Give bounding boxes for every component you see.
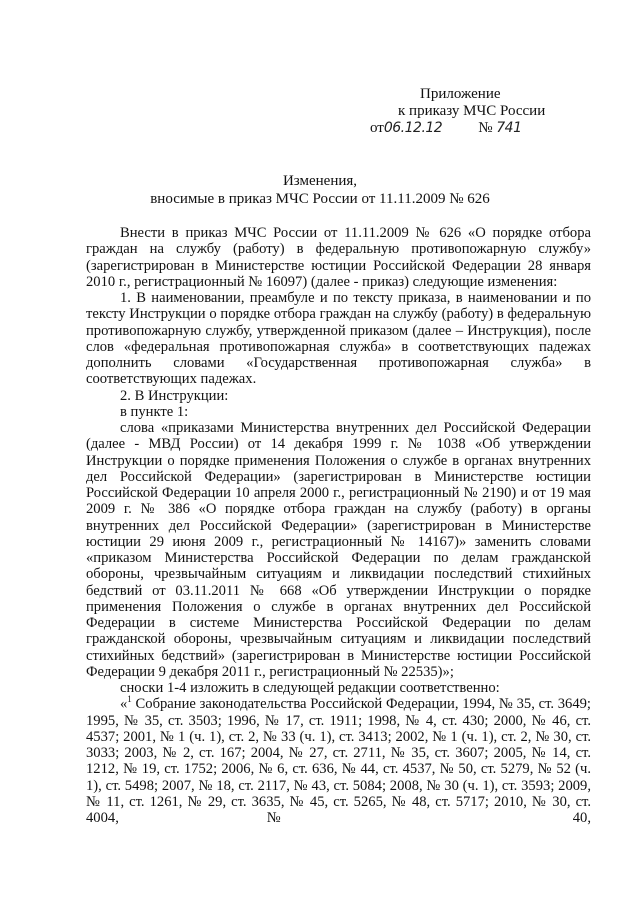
footnote-1-paragraph <box>86 696 591 826</box>
handwritten-number: 741 <box>496 120 522 136</box>
footnote-open-quote: « <box>120 696 128 713</box>
appendix-label: Приложение <box>420 86 501 102</box>
handwritten-date: 06.12.12 <box>383 120 443 136</box>
title-line-2: вносимые в приказ МЧС России от 11.11.2009 № 626 <box>150 191 490 207</box>
point-1-heading: в пункте 1: <box>120 403 189 420</box>
footnote-1-text: Собрание законодательства Российской Федерации, 1994, № 35, ст. 3649; 1995, № 35, ст. 3503; 1996, № 17, ст. 1911; 1998, № 4, ст. 430; 2000, № 46, ст. 4537; 2001, № 1 (ч. 1), ст. 2, № 33 (ч. 1), ст. 3413; 2002, № 1 (ч. 1), ст. 2, № 30, ст. 3033; 2003, № 2, ст. 167; 2004, № 27, ст. 2711, № 35, ст. 3607; 2005, № 14, ст. 1212, № 19, ст. 1752; 2006, № 6, ст. 636, № 44, ст. 4537, № 50, ст. 5279, № 52 (ч. 1), ст. 5498; 2007, № 18, ст. 2117, № 43, ст. 5084; 2008, № 30 (ч. 1), ст. 3593; 2009, № 11, ст. 1261, № 29, ст. 3635, № 45, ст. 5265, № 48, ст. 5717; 2010, № 30, ст. 4004, № 40, <box>86 696 591 826</box>
footnote-marker: 1 <box>127 694 132 705</box>
item-2-heading: 2. В Инструкции: <box>120 387 229 404</box>
order-reference: к приказу МЧС России <box>398 103 546 119</box>
appendix-header <box>370 86 545 137</box>
footnotes-heading: сноски 1-4 изложить в следующей редакции соответственно: <box>120 680 500 696</box>
intro-paragraph: Внести в приказ МЧС России от 11.11.2009 № 626 «О порядке отбора граждан на службу (работу) в федеральную противопожарную службу» (зарегистрирован в Министерстве юстиции Российской Федерации 28 января 2010 г., регистрационный № 16097) (далее - приказ) следующие изменения: <box>86 225 591 290</box>
title-line-1: Изменения, <box>282 173 358 189</box>
number-prefix: № <box>478 120 493 136</box>
replacement-paragraph: слова «приказами Министерства внутренних дел Российской Федерации (далее - МВД России) от 14 декабря 1999 г. № 1038 «Об утверждении Инструкции о порядке применения Положения о службе в органах внутренних дел Российской Федерации» (зарегистрирован в Министерстве юстиции Российской Федерации 10 апреля 2000 г., регистрационный № 2190) и от 19 мая 2009 г. № 386 «О порядке отбора граждан на службу (работу) в органы внутренних дел Российской Федерации» (зарегистрирован в Министерстве юстиции 29 июня 2009 г., регистрационный № 14167)» заменить словами «приказом Министерства Российской Федерации по делам гражданской обороны, чрезвычайным ситуациям и ликвидации последствий стихийных бедствий от 03.11.2011 № 668 «Об утверждении Инструкции о порядке применения Положения о службе в органах внутренних дел Российской Федерации в системе Министерства Российской Федерации по делам гражданской обороны, чрезвычайным ситуациям и ликвидации последствий стихийных бедствий» (зарегистрирован в Министерстве юстиции Российской Федерации 9 декабря 2011 г., регистрационный № 22535)»; <box>86 420 591 680</box>
date-number-line <box>370 120 545 137</box>
document-body <box>86 225 591 826</box>
item-1-paragraph: 1. В наименовании, преамбуле и по тексту приказа, в наименовании и по тексту Инструкции о порядке отбора граждан на службу (работу) в федеральную противопожарную службу, утвержденной приказом (далее – Инструкция), после слов «федеральная противопожарная служба» в соответствующих падежах дополнить словами «Государственная противопожарная служба» в соответствующих падежах. <box>86 290 591 388</box>
document-title <box>0 172 640 208</box>
date-prefix: от <box>370 120 384 136</box>
